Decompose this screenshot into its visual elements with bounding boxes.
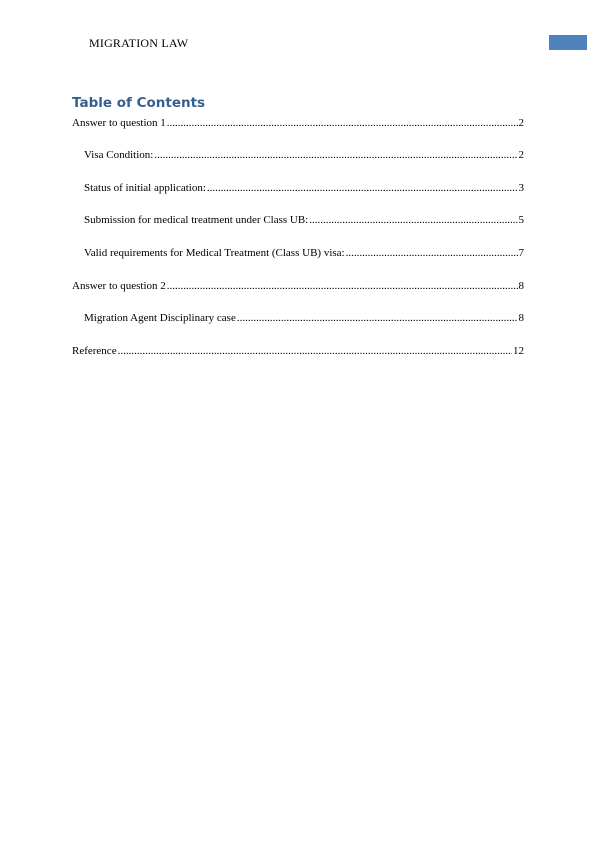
toc-entry-page: 3 [518, 182, 524, 194]
toc-entry-reference[interactable] [72, 344, 524, 358]
toc-entry-status-initial-application[interactable] [84, 181, 524, 195]
toc-leader-dots [237, 311, 518, 325]
header-accent-block [549, 35, 587, 50]
toc-entry-answer-question-2[interactable] [72, 279, 524, 293]
toc-entry-submission-medical-treatment[interactable] [84, 213, 524, 227]
toc-entry-page: 5 [518, 214, 524, 226]
toc-leader-dots [118, 344, 512, 358]
toc-entry-text: Answer to question 1 [72, 117, 166, 129]
toc-leader-dots [167, 279, 518, 293]
toc-leader-dots [309, 213, 517, 227]
toc-entry-text: Visa Condition: [84, 149, 154, 161]
toc-entry-page: 2 [518, 117, 524, 129]
toc-entry-text: Answer to question 2 [72, 280, 166, 292]
toc-entry-text: Status of initial application: [84, 182, 206, 194]
toc-entry-text: Migration Agent Disciplinary case [84, 312, 236, 324]
toc-entry-page: 8 [518, 312, 524, 324]
toc-entry-answer-question-1[interactable] [72, 116, 524, 130]
toc-entry-page: 8 [518, 280, 524, 292]
toc-heading: Table of Contents [72, 95, 206, 111]
toc-entry-page: 7 [518, 247, 524, 259]
toc-leader-dots [346, 246, 518, 260]
toc-entry-text: Reference [72, 345, 117, 357]
running-header-title: MIGRATION LAW [89, 36, 189, 50]
toc-entry-page: 12 [513, 345, 524, 357]
toc-entry-text: Valid requirements for Medical Treatment (Class UB) visa: [84, 247, 345, 259]
toc-entry-page: 2 [518, 149, 524, 161]
toc-entry-text: Submission for medical treatment under Class UB: [84, 214, 309, 226]
toc-entry-migration-agent-disciplinary[interactable] [84, 311, 524, 325]
toc-leader-dots [154, 148, 517, 162]
toc-entry-valid-requirements[interactable] [84, 246, 524, 260]
toc-leader-dots [167, 116, 518, 130]
toc-leader-dots [207, 181, 518, 195]
toc-entry-visa-condition[interactable] [84, 148, 524, 162]
